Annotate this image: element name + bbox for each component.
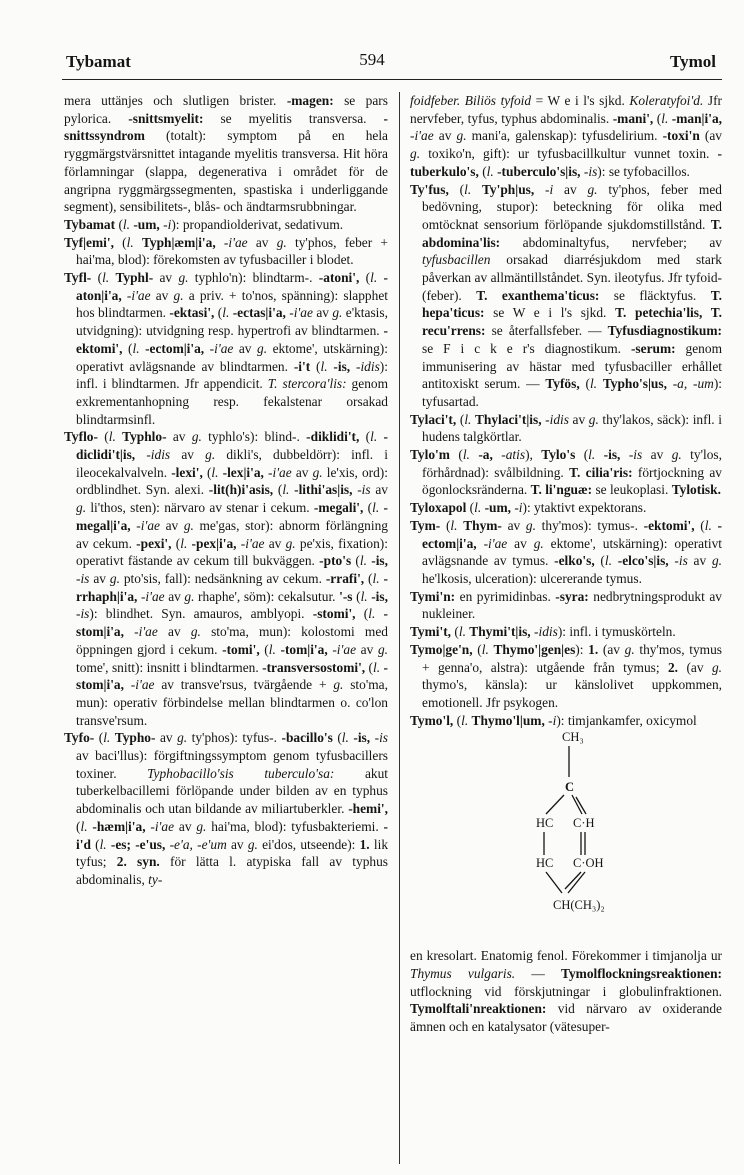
right-entry: Ty'fus, (l. Ty'ph|us, -i av g. ty'phos, feber med bedövning, stupor): beteckning för olika med omtöcknat sensorium förlöpande sjukdomstillstånd. T. abdomina'lis: abdominaltyfus, nervfeber; av tyfusbacillen orsakad diarrésjukdom med stark påverkan av allmäntillståndet. Syn. ileotyfus. Jfr tyfoid-(feber). T. exanthema'ticus: se fläcktyfus. T. hepa'ticus: se W e i l's sjkd. T. petechia'lis, T. recu'rrens: se återfallsfeber. — Tyfusdiagnostikum: se F i c k e r's diagnostikum. -serum: genom immunisering av hästar med tyfusbaciller erhållet antitoxiskt serum. — Tyfös, (l. Typho's|us, -a, -um): tyfusartad. xyxy=(410,181,723,409)
right-entry: Tymo'l, (l. Thymo'l|um, -i): timjankamfer, oxicymol xyxy=(410,712,697,728)
thymol-structural-formula xyxy=(410,729,722,947)
right-entry: Tymi'n: en pyrimidinbas. -syra: nedbrytningsprodukt av nukleiner. xyxy=(410,588,722,622)
right-entry: Tym- (l. Thym- av g. thy'mos): tymus-. -ektomi', (l. -ectom|i'a, -i'ae av g. ektome', utskärning): operativt avlägsnande av tymus. -elko's, (l. -elco's|is, -is av g. he'lkosis, ulceration): ulcererande tymus. xyxy=(410,517,722,586)
formula-carbon-label: C xyxy=(565,780,575,795)
right-entry: Tylaci't, (l. Thylaci't|is, -idis av g. thy'lakos, säck): infl. i hudens talgkörtlar. xyxy=(410,411,722,445)
formula-ch-label: C·H xyxy=(573,816,595,831)
formula-bottom-label: CH(CH₃)₂ xyxy=(553,898,605,913)
right-entry: Tyloxapol (l. -um, -i): ytaktivt expektorans. xyxy=(410,500,647,516)
page-number: 594 xyxy=(359,50,385,69)
page-header xyxy=(0,44,744,78)
left-column xyxy=(64,92,388,889)
left-entry: mera uttänjes och slutligen brister. -magen: se pars pylorica. -snittsmyelit: se myelitis transversa. -snittssyndrom (totalt): symptom på en hela ryggmärgstvärsnittet intagande myelitis transversa. Hit höra förlamningar (slappa, degenerativa i området för de angripna ryggmärgssegmenten, spastiska i underliggande segment), sensibilitets-, blås- och ändtarmsrubbningar. xyxy=(64,93,388,215)
formula-coh-label: C·OH xyxy=(573,856,604,871)
right-entry: Tylo'm (l. -a, -atis), Tylo's (l. -is, -is av g. ty'los, förhårdnad): svålbildning. T. cilia'ris: förtjockning av ögonlocksränderna. T. li'nguæ: se leukoplasi. Tylotisk. xyxy=(410,447,722,498)
formula-hc-lower-label: HC xyxy=(536,856,554,871)
formula-top-label: CH₃ xyxy=(562,730,584,745)
left-entry: Tyf|emi', (l. Typh|æm|i'a, -i'ae av g. ty'phos, feber + hai'ma, blod): förekomsten av tyfusbaciller i blodet. xyxy=(64,234,388,268)
left-entry: Tybamat (l. -um, -i): propandiolderivat, sedativum. xyxy=(64,216,344,232)
header-right-guide-word: Tymol xyxy=(670,52,716,71)
formula-hc-upper-label: HC xyxy=(536,816,554,831)
column-divider xyxy=(399,92,400,1164)
thymol-structure-diagram xyxy=(410,729,722,947)
right-entry: Tymo|ge'n, (l. Thymo'|gen|es): 1. (av g. thy'mos, tymus + genna'o, alstra): utgående från tymus; 2. (av g. thymo's, känsla): ur känslolivet uppkommen, emotionell. Jfr psykogen. xyxy=(410,641,723,710)
left-entry: Tyfo- (l. Typho- av g. ty'phos): tyfus-. -bacillo's (l. -is, -is av baci'llus): förgiftningssymptom genom tyfusbacillers toxiner. Typhobacillo'sis tuberculo'sa: akut tuberkelbacillemi förlöpande under bilden av en typhus abdominalis och utan bildande av miliartuberkler. -hemi', (l. -hæm|i'a, -i'ae av g. hai'ma, blod): tyfusbakteriemi. -i'd (l. -es; -e'us, -e'a, -e'um av g. ei'dos, utseende): 1. lik tyfus; 2. syn. för lätta l. atypiska fall av typhus abdominalis, ty- xyxy=(64,730,389,887)
header-rule xyxy=(62,79,722,80)
right-entry: en kresolart. Enatomig fenol. Förekommer i timjanolja ur Thymus vulgaris. — Tymolflockningsreaktionen: utflockning vid förskjutningar i globulinfraktionen. Tymolftali'nreaktionen: vid närvaro av oxiderande ämnen och en katalysator (vätesuper- xyxy=(410,948,722,1035)
left-entry: Tyfl- (l. Typhl- av g. typhlo'n): blindtarm-. -atoni', (l. -aton|i'a, -i'ae av g. a priv. + to'nos, spänning): slapphet hos blindtarmen. -ektasi', (l. -ectas|i'a, -i'ae av g. e'ktasis, utvidgning): utvidgning resp. hypertrofi av blindtarmen. -ektomi', (l. -ectom|i'a, -i'ae av g. ektome', utskärning): operativt avlägsnande av blindtarmen. -i't (l. -is, -idis): infl. i blindtarmen. Jfr appendicit. T. stercora'lis: genom exkrementanhopning resp. fekalstenar orsakad blindtarmsinfl. xyxy=(64,270,389,427)
header-left-guide-word: Tybamat xyxy=(66,52,131,71)
right-column xyxy=(410,92,722,1036)
left-entry: Tyflo- (l. Typhlo- av g. typhlo's): blind-. -diklidi't, (l. -diclidi't|is, -idis av g. dikli's, dubbeldörr): infl. i ileocekalvalveln. -lexi', (l. -lex|i'a, -i'ae av g. le'xis, ord): ordblindhet. Syn. alexi. -lit(h)i'asis, (l. -lithi'as|is, -is av g. li'thos, sten): närvaro av stenar i cekum. -megali', (l. -megal|i'a, -i'ae av g. me'gas, stor): abnorm förlängning av cekum. -pexi', (l. -pex|i'a, -i'ae av g. pe'xis, fixation): operativt fästande av cekum till bukväggen. -pto's (l. -is, -is av g. pto'sis, fall): nedsänkning av cekum. -rrafi', (l. -rrhaph|i'a, -i'ae av g. rhaphe', söm): cekalsutur. '-s (l. -is, -is): blindhet. Syn. amauros, amblyopi. -stomi', (l. -stom|i'a, -i'ae av g. sto'ma, mun): kolostomi med öppningen gjord i cekum. -tomi', (l. -tom|i'a, -i'ae av g. tome', snitt): insnitt i blindtarmen. -transversostomi', (l. -stom|i'a, -i'ae av transve'rsus, tvärgående + g. sto'ma, mun): operativ förbindelse mellan blindtarmen o. co'lon transve'rsum. xyxy=(64,429,389,728)
right-entry: Tymi't, (l. Thymi't|is, -idis): infl. i tymuskörteln. xyxy=(410,624,676,640)
right-entry: foidfeber. Biliös tyfoid = W e i l's sjkd. Koleratyfoi'd. Jfr nervfeber, tyfus, typhus abdominalis. -mani', (l. -man|i'a, -i'ae av g. mani'a, galenskap): tyfusdelirium. -toxi'n (av g. toxiko'n, gift): ur tyfusbacillkultur vunnet toxin. -tuberkulo's, (l. -tuberculo's|is, -is): se tyfobacillos. xyxy=(410,93,722,179)
